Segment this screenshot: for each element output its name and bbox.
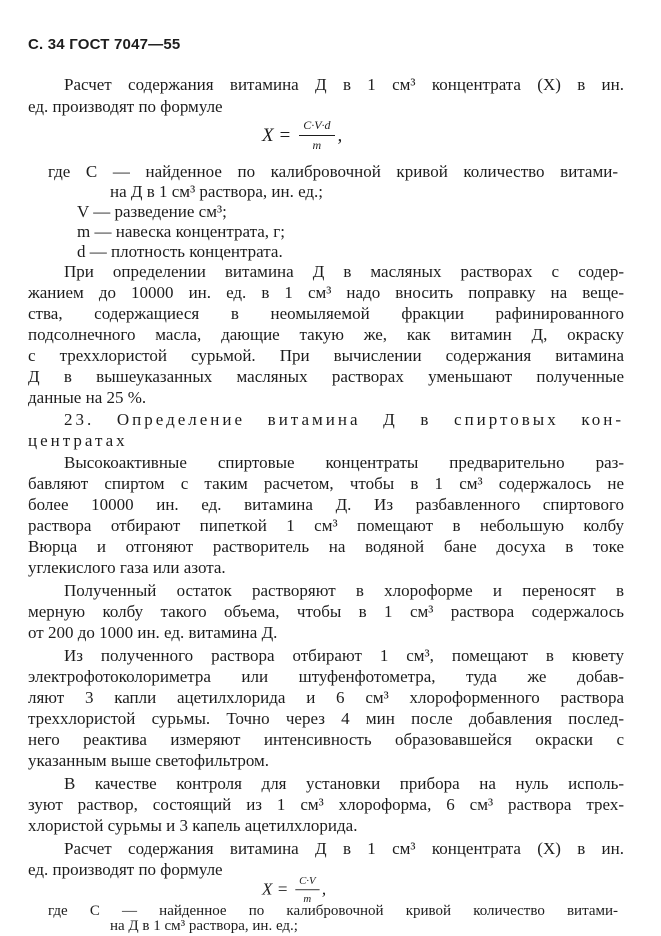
legend1-v: V — разведение см³; — [77, 202, 227, 221]
legend2-c-line-2: на Д в 1 см³ раствора, ин. ед.; — [110, 918, 298, 934]
para6-line-3: хлористой сурьмы и 3 капель ацетилхлорида. — [28, 816, 358, 835]
para1-line-2: ед. производят по формуле — [28, 97, 223, 116]
para3-line-2: бавляют спиртом с таким расчетом, чтобы в 1 см³ содержалось не — [28, 474, 624, 493]
legend1-d: d — плотность концентрата. — [77, 242, 283, 261]
legend1-m: m — навеска концентрата, г; — [77, 222, 285, 241]
para2-line-3: ства, содержащиеся в неомыляемой фракции рафинированного — [28, 304, 624, 323]
formula-1-numerator: C·V·d — [299, 118, 334, 136]
para3-line-5: Вюрца и отгоняют растворитель на водяной бане досуха в токе — [28, 537, 624, 556]
para4-line-3: от 200 до 1000 ин. ед. витамина Д. — [28, 623, 278, 642]
legend2-c-line-1: где C — найденное по калибровочной кривой количество витами- — [48, 903, 618, 919]
para7-line-1: Расчет содержания витамина Д в 1 см³ концентрата (X) в ин. — [64, 839, 624, 858]
para5-line-6: указанным выше светофильтром. — [28, 751, 270, 770]
formula-1-trail: , — [337, 124, 343, 146]
para3-line-4: раствора отбирают пипеткой 1 см³ помещают в небольшую колбу — [28, 516, 624, 535]
para5-line-5: него реактива измеряют интенсивность образовавшейся окраски с — [28, 730, 624, 749]
formula-1-fraction — [299, 118, 334, 153]
para7-line-2: ед. производят по формуле — [28, 860, 223, 879]
para2-line-6: Д в вышеуказанных масляных растворах уменьшают полученные — [28, 367, 624, 386]
legend1-c-line-2: на Д в 1 см³ раствора, ин. ед.; — [110, 182, 324, 201]
para5-line-1: Из полученного раствора отбирают 1 см³, помещают в кювету — [64, 646, 624, 665]
para2-line-4: подсолнечного масла, дающие такую же, как витамин Д, окраску — [28, 325, 624, 344]
legend1-c-line-1: где C — найденное по калибровочной кривой количество витами- — [48, 162, 618, 181]
para2-line-1: При определении витамина Д в масляных растворах с содер- — [64, 262, 624, 281]
para3-line-1: Высокоактивные спиртовые концентраты предварительно раз- — [64, 453, 624, 472]
page-header: С. 34 ГОСТ 7047—55 — [28, 36, 181, 53]
formula-2-numerator: C·V — [295, 874, 319, 890]
para5-line-2: электрофотоколориметра или штуфенфотометра, туда же добав- — [28, 667, 624, 686]
para3-line-3: более 10000 ин. ед. витамина Д. Из разбавленного спиртового — [28, 495, 624, 514]
section-23-heading: 23. Определение витамина Д в спиртовых кон- — [64, 410, 624, 429]
para5-line-3: ляют 3 капли ацетилхлорида и 6 см³ хлороформенного раствора — [28, 688, 624, 707]
formula-2-lhs: X = — [262, 879, 289, 899]
para6-line-1: В качестве контроля для установки прибора на нуль исполь- — [64, 774, 624, 793]
formula-2-fraction — [295, 874, 319, 906]
para1-line-1: Расчет содержания витамина Д в 1 см³ концентрата (X) в ин. — [64, 75, 624, 94]
para4-line-1: Полученный остаток растворяют в хлороформе и переносят в — [64, 581, 624, 600]
formula-1-lhs: X = — [262, 124, 292, 146]
para4-line-2: мерную колбу такого объема, чтобы в 1 см³ раствора содержалось — [28, 602, 624, 621]
para6-line-2: зуют раствор, состоящий из 1 см³ хлороформа, 6 см³ раствора трех- — [28, 795, 624, 814]
para2-line-2: жанием до 10000 ин. ед. в 1 см³ надо вносить поправку на веще- — [28, 283, 624, 302]
para2-line-7: данные на 25 %. — [28, 388, 147, 407]
para5-line-4: треххлористой сурьмы. Точно через 4 мин после добавления послед- — [28, 709, 624, 728]
formula-1-denominator: m — [312, 138, 322, 152]
formula-2 — [262, 874, 326, 906]
formula-1 — [262, 118, 342, 153]
para3-line-6: углекислого газа или азота. — [28, 558, 226, 577]
formula-2-trail: , — [321, 879, 327, 899]
para2-line-5: с треххлористой сурьмой. При вычислении содержания витамина — [28, 346, 624, 365]
formula-2-denominator: m — [303, 892, 312, 905]
section-23-heading-cont: центратах — [28, 431, 128, 450]
